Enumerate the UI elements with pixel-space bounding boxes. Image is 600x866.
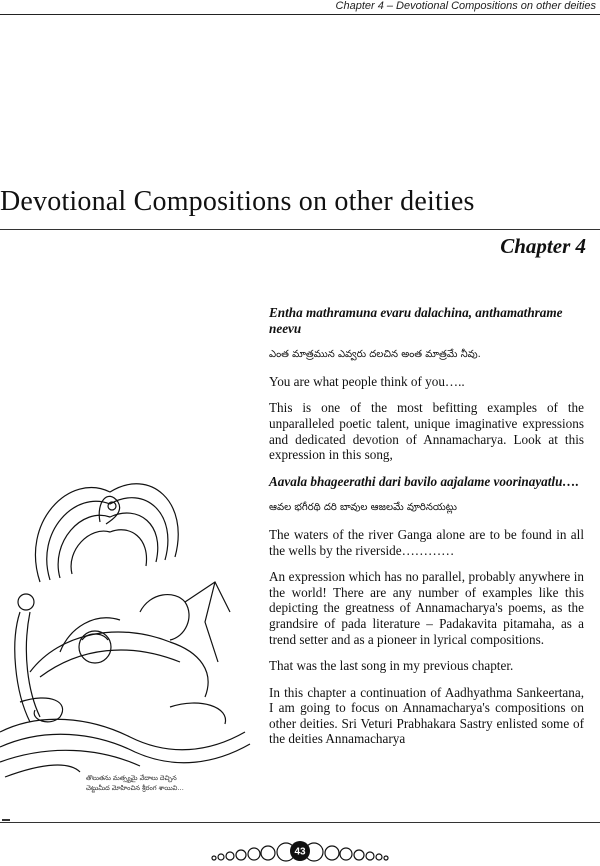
header-rule	[0, 14, 600, 15]
page-number-ornament	[200, 839, 400, 865]
footer-mark	[2, 819, 10, 821]
paragraph: This is one of the most befitting examples of the unparalleled poetic talent, unique imaginative expressions and dedicated devotion of Annamacharya. Look at this expression in this song,	[269, 400, 584, 463]
chapter-label: Chapter 4	[500, 234, 586, 258]
paragraph: An expression which has no parallel, probably anywhere in the world! There are any number of examples like this depicting the greatness of Annamacharya's poems, as the grandsire of pada literature – Padakavita pitamaha, as a trend setter and as a pioneer in lyrical compositions.	[269, 569, 584, 647]
caption-line: చెట్టుమీద మోహించిన శ్రీరంగ శాయివి…	[86, 784, 184, 792]
paragraph: The waters of the river Ganga alone are to be found in all the wells by the riverside…………	[269, 526, 584, 558]
paragraph: That was the last song in my previous chapter.	[269, 658, 514, 674]
footer-rule	[0, 822, 600, 823]
running-header: Chapter 4 – Devotional Compositions on other deities	[335, 0, 596, 12]
verse-telugu: ఎంత మాత్రమున ఎవ్వరు దలచిన అంత మాత్రమే నీవు.	[269, 349, 481, 361]
chapter-title: Devotional Compositions on other deities	[0, 186, 475, 217]
paragraph: You are what people think of you…..	[269, 373, 465, 389]
body-text	[269, 305, 584, 758]
paragraph: In this chapter a continuation of Aadhyathma Sankeertana, I am going to focus on Annamacharya's compositions on other deities. Sri Veturi Prabhakara Sastry enlisted some of the deities Annamacharya	[269, 684, 584, 747]
verse-telugu: ఆవల భగీరథి దరి బావుల ఆజలమే వూరినయట్లు	[269, 502, 457, 514]
verse-transliteration: Aavala bhageerathi dari bavilo aajalame voorinayatlu….	[269, 473, 579, 489]
verse-transliteration: Entha mathramuna evaru dalachina, anthamathrame neevu	[269, 305, 563, 336]
illustration-caption	[86, 773, 256, 793]
caption-line: తొలుతను మత్స్యమై వేదాలు దెచ్చిన	[86, 774, 177, 782]
page-number: 43	[294, 846, 306, 858]
title-rule	[0, 229, 600, 230]
